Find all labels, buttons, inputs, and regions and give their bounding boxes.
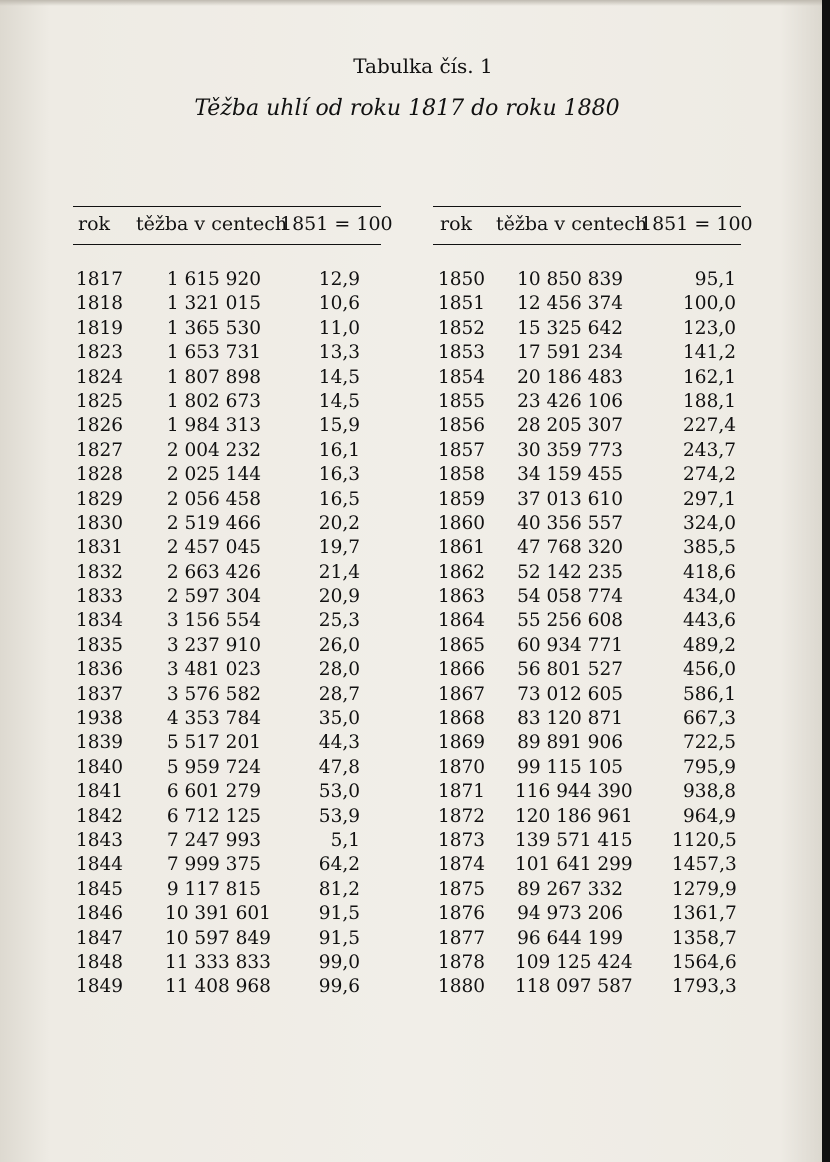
table-cell: 141,2 — [683, 342, 736, 364]
table-cell: 1 615 920 — [166, 269, 261, 290]
table-cell: 1 802 673 — [166, 390, 261, 412]
table-cell: 11 408 968 — [165, 976, 271, 998]
table-cell: 73 012 605 — [517, 683, 623, 705]
table-cell: 1864 — [438, 610, 486, 632]
page-right-edge — [822, 0, 830, 1162]
table-cell: 96 644 199 — [517, 927, 623, 949]
table-cell: 1840 — [76, 756, 124, 778]
table-cell: 6 601 279 — [166, 781, 261, 803]
table-cell: 10 850 839 — [517, 269, 623, 290]
table-cell: 118 097 587 — [515, 976, 633, 998]
table-cell: 23 426 106 — [517, 390, 623, 412]
table-cell: 243,7 — [683, 439, 736, 461]
table-cell: 91,5 — [318, 903, 360, 925]
table-cell: 2 663 426 — [166, 561, 261, 583]
table-cell: 17 591 234 — [517, 342, 623, 364]
table-cell: 1858 — [438, 464, 486, 486]
table-cell: 1361,7 — [672, 903, 737, 925]
table-cell: 434,0 — [683, 586, 736, 608]
table-cell: 722,5 — [683, 732, 736, 754]
table-cell: 1846 — [76, 903, 124, 925]
table-cell: 54 058 774 — [517, 586, 623, 608]
table-cell: 456,0 — [683, 659, 736, 681]
right-year-column — [438, 268, 485, 1000]
table-cell: 1880 — [438, 976, 486, 998]
table-cell: 1830 — [76, 512, 124, 534]
table-cell: 795,9 — [683, 756, 736, 778]
table-cell: 1844 — [76, 854, 124, 876]
table-cell: 37 013 610 — [517, 488, 623, 510]
table-cell: 20,9 — [318, 586, 360, 608]
table-cell: 1 984 313 — [166, 415, 261, 437]
table-cell: 1836 — [76, 659, 124, 681]
table-cell: 1842 — [76, 805, 124, 827]
table-cell: 1841 — [76, 781, 124, 803]
table-cell: 1868 — [438, 708, 486, 730]
table-cell: 12,9 — [318, 269, 360, 290]
table-title: Těžba uhlí od roku 1817 do roku 1880 — [194, 96, 620, 121]
table-cell: 35,0 — [318, 708, 360, 730]
table-cell: 1279,9 — [672, 878, 737, 900]
table-cell: 55 256 608 — [517, 610, 623, 632]
table-cell: 1869 — [438, 732, 486, 754]
table-cell: 21,4 — [318, 561, 360, 583]
table-cell: 1848 — [76, 951, 124, 973]
table-cell: 1832 — [76, 561, 124, 583]
table-cell: 1 653 731 — [166, 342, 261, 364]
table-cell: 1827 — [76, 439, 124, 461]
table-cell: 64,2 — [318, 854, 360, 876]
table-cell: 94 973 206 — [517, 903, 623, 925]
header-output-left: těžba v centech — [136, 213, 288, 235]
table-cell: 1938 — [76, 708, 124, 730]
table-cell: 7 247 993 — [166, 829, 261, 851]
table-cell: 9 117 815 — [166, 878, 261, 900]
table-cell: 1862 — [438, 561, 486, 583]
header-top-rule-left — [73, 206, 381, 207]
table-cell: 99,0 — [318, 951, 360, 973]
table-cell: 1874 — [438, 854, 486, 876]
table-cell: 1873 — [438, 829, 486, 851]
table-cell: 1833 — [76, 586, 124, 608]
table-cell: 52 142 235 — [517, 561, 623, 583]
table-cell: 1837 — [76, 683, 124, 705]
table-cell: 1120,5 — [672, 829, 737, 851]
table-cell: 1852 — [438, 317, 486, 339]
table-cell: 938,8 — [683, 781, 736, 803]
table-cell: 162,1 — [683, 366, 736, 388]
table-cell: 11 333 833 — [165, 951, 271, 973]
table-cell: 1855 — [438, 390, 486, 412]
left-year-column — [76, 268, 123, 1000]
table-cell: 1850 — [438, 269, 486, 290]
table-cell: 100,0 — [683, 293, 736, 315]
table-cell: 1866 — [438, 659, 486, 681]
table-cell: 1823 — [76, 342, 124, 364]
table-cell: 1824 — [76, 366, 124, 388]
table-cell: 11,0 — [318, 317, 360, 339]
table-cell: 44,3 — [318, 732, 360, 754]
table-cell: 667,3 — [683, 708, 736, 730]
table-cell: 1876 — [438, 903, 486, 925]
table-cell: 15 325 642 — [517, 317, 623, 339]
table-cell: 5 959 724 — [166, 756, 261, 778]
table-cell: 1826 — [76, 415, 124, 437]
table-cell: 1358,7 — [672, 927, 737, 949]
table-cell: 1839 — [76, 732, 124, 754]
table-cell: 1825 — [76, 390, 124, 412]
table-cell: 139 571 415 — [515, 829, 633, 851]
header-year-left: rok — [78, 213, 111, 235]
table-cell: 324,0 — [683, 512, 736, 534]
table-cell: 13,3 — [318, 342, 360, 364]
table-cell: 1872 — [438, 805, 486, 827]
table-cell: 1829 — [76, 488, 124, 510]
table-cell: 15,9 — [318, 415, 360, 437]
table-cell: 81,2 — [318, 878, 360, 900]
table-cell: 1871 — [438, 781, 486, 803]
table-cell: 3 481 023 — [166, 659, 261, 681]
left-index-column — [318, 268, 360, 1000]
header-index-left: 1851 = 100 — [280, 213, 393, 235]
table-cell: 34 159 455 — [517, 464, 623, 486]
table-cell: 89 891 906 — [517, 732, 623, 754]
table-cell: 16,1 — [318, 439, 360, 461]
table-cell: 14,5 — [318, 366, 360, 388]
table-cell: 2 457 045 — [166, 537, 261, 559]
table-cell: 586,1 — [683, 683, 736, 705]
table-cell: 20,2 — [318, 512, 360, 534]
table-cell: 1831 — [76, 537, 124, 559]
table-cell: 25,3 — [318, 610, 360, 632]
table-cell: 120 186 961 — [515, 805, 633, 827]
table-cell: 83 120 871 — [517, 708, 623, 730]
table-cell: 1828 — [76, 464, 124, 486]
table-cell: 1870 — [438, 756, 486, 778]
table-cell: 1793,3 — [672, 976, 737, 998]
header-index-right: 1851 = 100 — [640, 213, 753, 235]
table-cell: 20 186 483 — [517, 366, 623, 388]
table-cell: 1867 — [438, 683, 486, 705]
table-cell: 3 237 910 — [166, 634, 261, 656]
table-cell: 30 359 773 — [517, 439, 623, 461]
right-index-column — [672, 268, 736, 1000]
table-cell: 5,1 — [330, 829, 360, 851]
table-caption: Tabulka čís. 1 — [353, 54, 493, 78]
table-cell: 227,4 — [683, 415, 736, 437]
table-cell: 1818 — [76, 293, 124, 315]
table-cell: 60 934 771 — [517, 634, 623, 656]
table-cell: 3 576 582 — [166, 683, 261, 705]
table-cell: 964,9 — [683, 805, 736, 827]
table-cell: 91,5 — [318, 927, 360, 949]
table-cell: 1845 — [76, 878, 124, 900]
page-top-edge — [0, 0, 830, 6]
table-cell: 3 156 554 — [166, 610, 261, 632]
table-cell: 99,6 — [318, 976, 360, 998]
table-cell: 28,0 — [318, 659, 360, 681]
table-cell: 1878 — [438, 951, 486, 973]
table-cell: 101 641 299 — [515, 854, 633, 876]
table-cell: 1 365 530 — [166, 317, 261, 339]
header-year-right: rok — [440, 213, 473, 235]
table-cell: 1856 — [438, 415, 486, 437]
table-cell: 1849 — [76, 976, 124, 998]
header-output-right: těžba v centech — [496, 213, 648, 235]
table-cell: 10 391 601 — [165, 903, 271, 925]
table-cell: 116 944 390 — [515, 781, 633, 803]
table-cell: 28,7 — [318, 683, 360, 705]
table-cell: 489,2 — [683, 634, 736, 656]
table-cell: 10 597 849 — [165, 927, 271, 949]
table-cell: 297,1 — [683, 488, 736, 510]
table-cell: 1 807 898 — [166, 366, 261, 388]
table-cell: 95,1 — [694, 269, 736, 290]
table-cell: 16,5 — [318, 488, 360, 510]
table-cell: 109 125 424 — [515, 951, 633, 973]
table-cell: 89 267 332 — [517, 878, 623, 900]
table-cell: 6 712 125 — [166, 805, 261, 827]
table-cell: 1834 — [76, 610, 124, 632]
table-cell: 1853 — [438, 342, 486, 364]
table-cell: 1 321 015 — [166, 293, 261, 315]
table-cell: 274,2 — [683, 464, 736, 486]
table-cell: 385,5 — [683, 537, 736, 559]
table-cell: 1865 — [438, 634, 486, 656]
table-cell: 4 353 784 — [166, 708, 261, 730]
table-cell: 188,1 — [683, 390, 736, 412]
header-top-rule-right — [433, 206, 741, 207]
right-output-column — [515, 268, 633, 1000]
table-cell: 14,5 — [318, 390, 360, 412]
table-cell: 1875 — [438, 878, 486, 900]
table-cell: 99 115 105 — [517, 756, 623, 778]
table-cell: 1835 — [76, 634, 124, 656]
table-cell: 2 004 232 — [166, 439, 261, 461]
table-cell: 1457,3 — [672, 854, 737, 876]
table-cell: 1851 — [438, 293, 486, 315]
table-cell: 1819 — [76, 317, 124, 339]
table-cell: 2 597 304 — [166, 586, 261, 608]
table-cell: 1861 — [438, 537, 486, 559]
table-cell: 7 999 375 — [166, 854, 261, 876]
table-cell: 1847 — [76, 927, 124, 949]
header-bottom-rule-left — [73, 244, 381, 245]
table-cell: 1564,6 — [672, 951, 737, 973]
table-cell: 1860 — [438, 512, 486, 534]
table-cell: 1859 — [438, 488, 486, 510]
table-cell: 56 801 527 — [517, 659, 623, 681]
table-cell: 1843 — [76, 829, 124, 851]
table-cell: 10,6 — [318, 293, 360, 315]
table-cell: 2 025 144 — [166, 464, 261, 486]
table-cell: 16,3 — [318, 464, 360, 486]
table-cell: 418,6 — [683, 561, 736, 583]
table-cell: 47 768 320 — [517, 537, 623, 559]
table-cell: 53,0 — [318, 781, 360, 803]
table-cell: 443,6 — [683, 610, 736, 632]
table-cell: 40 356 557 — [517, 512, 623, 534]
table-cell: 19,7 — [318, 537, 360, 559]
table-cell: 47,8 — [318, 756, 360, 778]
table-cell: 53,9 — [318, 805, 360, 827]
table-cell: 1857 — [438, 439, 486, 461]
table-cell: 1877 — [438, 927, 486, 949]
table-cell: 26,0 — [318, 634, 360, 656]
table-cell: 2 056 458 — [166, 488, 261, 510]
table-cell: 1817 — [76, 269, 124, 290]
table-cell: 5 517 201 — [166, 732, 261, 754]
header-bottom-rule-right — [433, 244, 741, 245]
table-cell: 2 519 466 — [166, 512, 261, 534]
table-cell: 1854 — [438, 366, 486, 388]
table-cell: 1863 — [438, 586, 486, 608]
table-cell: 12 456 374 — [517, 293, 623, 315]
table-cell: 28 205 307 — [517, 415, 623, 437]
left-output-column — [165, 268, 271, 1000]
table-cell: 123,0 — [683, 317, 736, 339]
